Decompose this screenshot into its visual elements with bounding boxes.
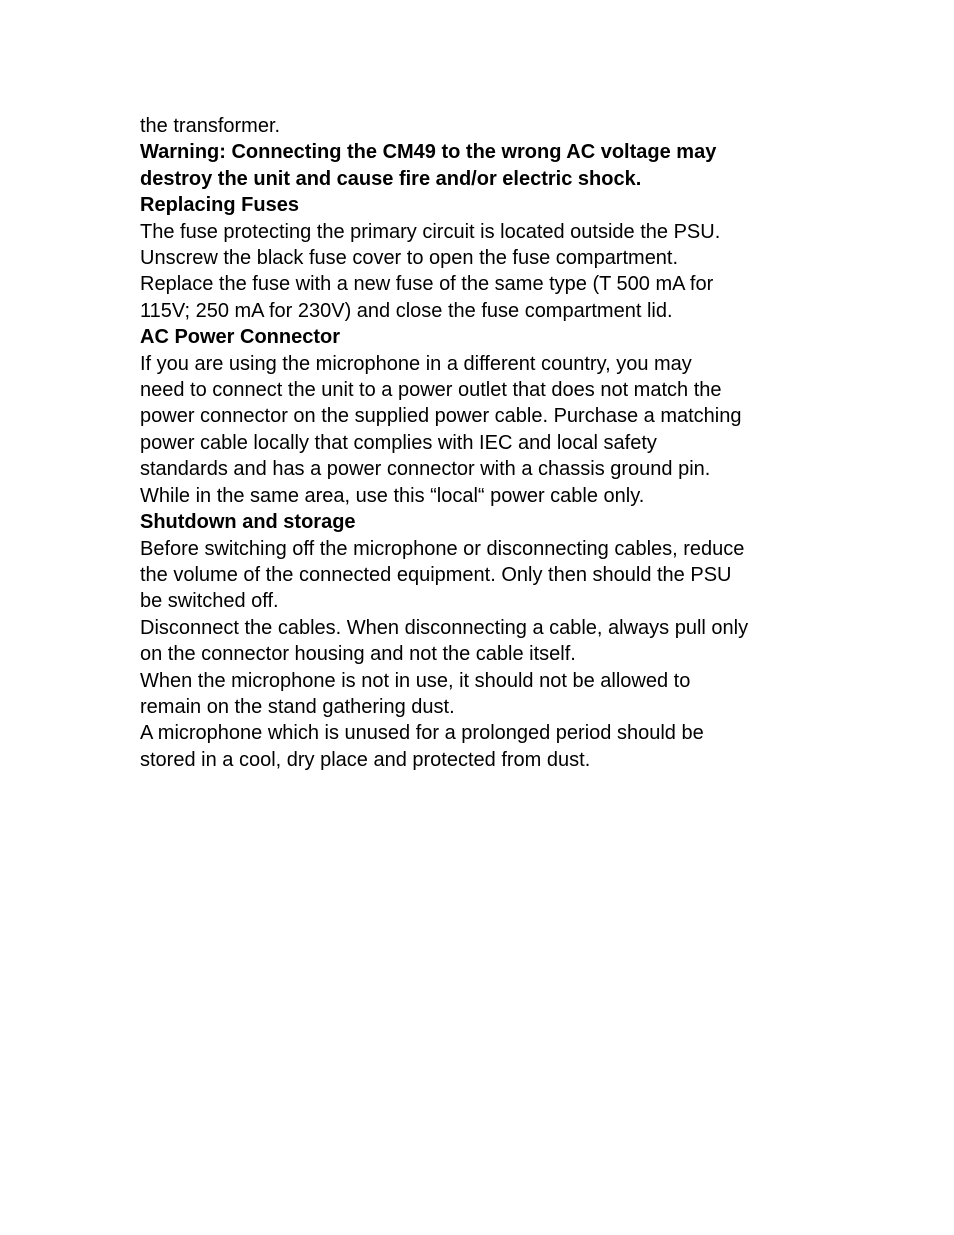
heading-text: Shutdown and storage — [140, 511, 356, 534]
text-line: Replace the fuse with a new fuse of the same type (T 500 mA for — [140, 273, 714, 296]
text-line: When the microphone is not in use, it should not be allowed to — [140, 669, 691, 692]
shutdown-paragraph-4 — [140, 720, 840, 773]
text-line: A microphone which is unused for a prolonged period should be — [140, 722, 704, 745]
heading-ac-power-connector — [140, 324, 840, 350]
text-line: 115V; 250 mA for 230V) and close the fuse compartment lid. — [140, 299, 673, 322]
text-line: stored in a cool, dry place and protected from dust. — [140, 748, 591, 771]
text-line: on the connector housing and not the cable itself. — [140, 643, 576, 666]
text-line: If you are using the microphone in a different country, you may — [140, 352, 692, 375]
replacing-fuses-paragraph — [140, 219, 840, 325]
text-line: The fuse protecting the primary circuit is located outside the PSU. — [140, 220, 721, 243]
heading-text: Replacing Fuses — [140, 194, 299, 217]
text-line: destroy the unit and cause fire and/or electric shock. — [140, 167, 642, 190]
text-line: the transformer. — [140, 115, 281, 137]
shutdown-paragraph-3 — [140, 668, 840, 721]
text-line: While in the same area, use this “local“ power cable only. — [140, 484, 645, 507]
text-line: Unscrew the black fuse cover to open the fuse compartment. — [140, 247, 679, 270]
ac-power-paragraph — [140, 351, 840, 509]
text-line: Disconnect the cables. When disconnecting a cable, always pull only — [140, 616, 749, 639]
text-line: the volume of the connected equipment. Only then should the PSU — [140, 563, 732, 586]
text-line: Before switching off the microphone or disconnecting cables, reduce — [140, 537, 745, 560]
shutdown-paragraph-2 — [140, 615, 840, 668]
text-line: power cable locally that complies with IEC and local safety — [140, 431, 657, 454]
warning-paragraph — [140, 139, 840, 192]
shutdown-paragraph-1 — [140, 536, 840, 615]
heading-text: AC Power Connector — [140, 326, 341, 349]
heading-shutdown-and-storage — [140, 509, 840, 535]
text-line: power connector on the supplied power cable. Purchase a matching — [140, 405, 742, 428]
heading-replacing-fuses — [140, 192, 840, 218]
text-line: standards and has a power connector with a chassis ground pin. — [140, 458, 711, 481]
text-line: need to connect the unit to a power outlet that does not match the — [140, 379, 722, 402]
text-line: Warning: Connecting the CM49 to the wrong AC voltage may — [140, 141, 717, 164]
text-line: be switched off. — [140, 590, 279, 613]
text-line: remain on the stand gathering dust. — [140, 695, 455, 718]
intro-paragraph — [140, 113, 840, 139]
document-page — [140, 113, 840, 773]
